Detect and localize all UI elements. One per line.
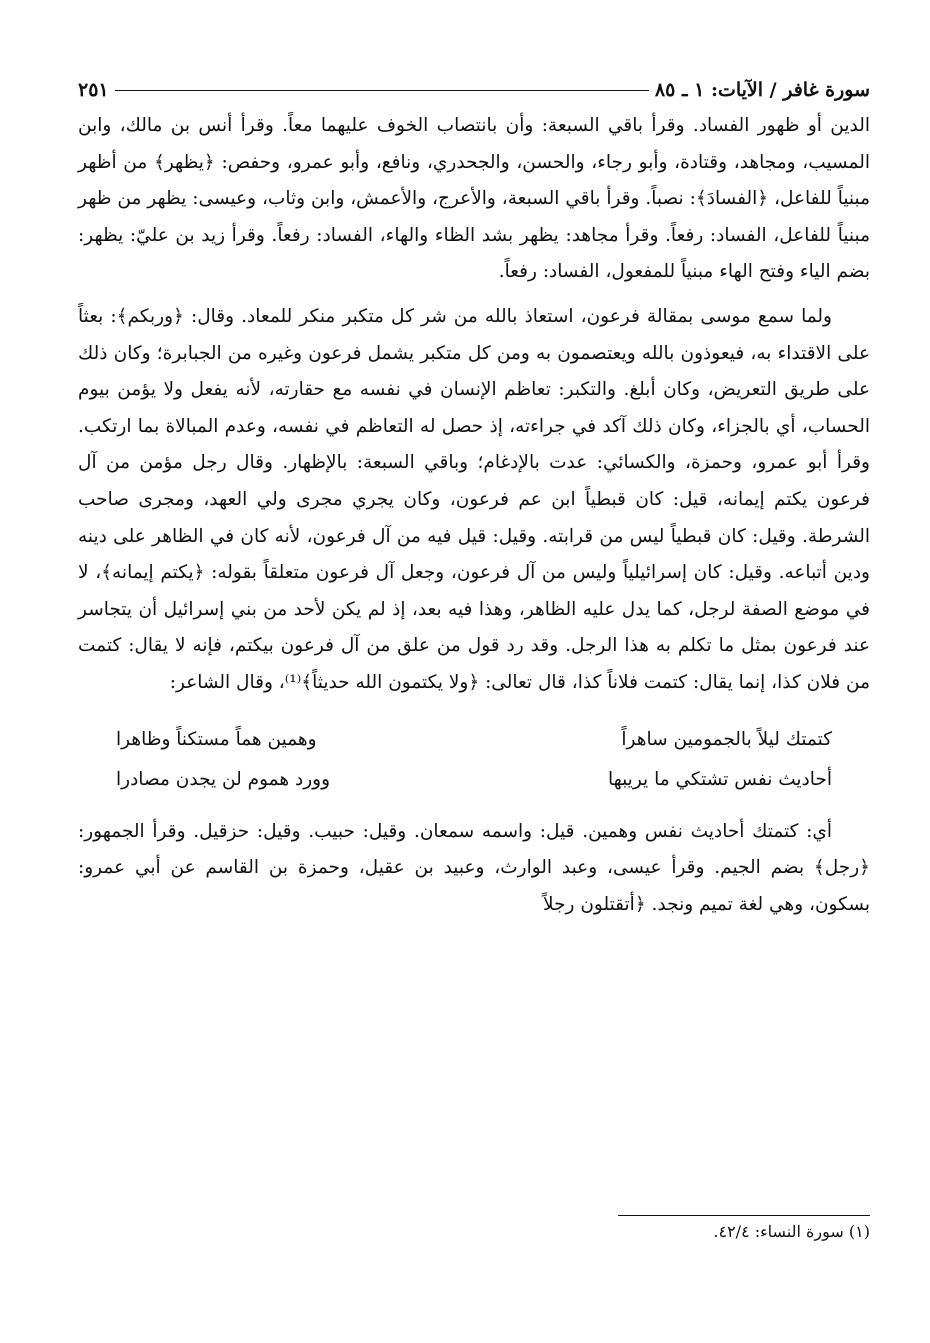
page-content [78, 72, 870, 923]
poem-hemistich-second: وورد هموم لن يجدن مصادرا [116, 768, 331, 790]
poem-block [78, 720, 870, 800]
poem-hemistich-first: أحاديث نفس تشتكي ما يريبها [607, 768, 832, 790]
paragraph-gap [78, 291, 870, 299]
poem-hemistich-first: كتمتك ليلاً بالجمومين ساهراً [621, 728, 832, 750]
header-title: سورة غافر / الآيات: ١ ـ ٨٥ [654, 79, 870, 101]
running-header [78, 72, 870, 108]
poem-hemistich-second: وهمين هماً مستكناً وظاهرا [116, 728, 317, 750]
page-number: ٢٥١ [78, 79, 109, 101]
paragraph-readings: الدين أو ظهور الفساد. وقرأ باقي السبعة: وأن بانتصاب الخوف عليهما معاً. وقرأ أنس بن مالك، وابن المسيب، ومجاهد، وقتادة، وأبو رجاء، والحسن، والجحدري، ونافع، وأبو عمرو، وحفص: ﴿يظهر﴾ من أظهر مبنياً للفاعل، ﴿الفسادَ﴾: نصباً. وقرأ باقي السبعة، والأعرج، والأعمش، وابن وثاب، وعيسى: يظهر من ظهر مبنياً للفاعل، الفساد: رفعاً. وقرأ مجاهد: يظهر بشد الظاء والهاء، الفساد: رفعاً. وقرأ زيد بن عليّ: يظهر: بضم الياء وفتح الهاء مبنياً للمفعول، الفساد: رفعاً. [78, 115, 870, 283]
paragraph-closing: أي: كتمتك أحاديث نفس وهمين. قيل: واسمه سمعان. وقيل: حبيب. وقيل: حزقيل. وقرأ الجمهور: ﴿رجل﴾ بضم الجيم. وقرأ عيسى، وعبد الوارث، وعبيد بن عقيل، وحمزة بن القاسم عن أبي عمرو: بسكون، وهي لغة تميم ونجد. ﴿أتقتلون رجلاً [78, 820, 870, 915]
poem-line [78, 720, 870, 760]
paragraph-commentary: ولما سمع موسى بمقالة فرعون، استعاذ بالله من شر كل متكبر منكر للمعاد. وقال: ﴿وربكم﴾: بعثاً على الاقتداء به، فيعوذون بالله ويعتصمون به ومن كل متكبر يشمل فرعون وغيره من الجبابرة؛ وكان ذلك على طريق التعريض، وكان أبلغ. والتكبر: تعاظم الإنسان في نفسه مع حقارته، لأنه يفعل ولا يؤمن بيوم الحساب، أي بالجزاء، وكان ذلك آكد في جراءته، إذ حصل له التعاظم في نفسه، وعدم المبالاة بما ارتكب. وقرأ أبو عمرو، وحمزة، والكسائي: عدت بالإدغام؛ وباقي السبعة: بالإظهار. وقال رجل مؤمن من آل فرعون يكتم إيمانه، قيل: كان قبطياً ابن عم فرعون، وكان يجري مجرى ولي العهد، ومجرى صاحب الشرطة. وقيل: كان قبطياً ليس من قرابته. وقيل: قيل فيه من آل فرعون، لأنه كان في الظاهر على دينه ودين أتباعه. وقيل: كان إسرائيلياً وليس من آل فرعون، وجعل آل فرعون متعلقاً بقوله: ﴿يكتم إيمانه﴾، لا في موضع الصفة لرجل، كما يدل عليه الظاهر، وهذا فيه بعد، إذ لم يكن لأحد من بني إسرائيل أن يتجاسر عند فرعون بمثل ما تكلم به هذا الرجل. وقد رد قول من علق من آل فرعون بيكتم، فإنه لا يقال: كتمت من فلان كذا، إنما يقال: كتمت فلاناً كذا، قال تعالى: ﴿ولا يكتمون الله حديثاً﴾⁽¹⁾، وقال الشاعر: [78, 305, 871, 693]
footnote: (١) سورة النساء: ٤٢/٤. [713, 1222, 870, 1241]
header-rule [115, 90, 649, 91]
footnote-rule [618, 1215, 870, 1216]
poem-line [78, 760, 870, 800]
